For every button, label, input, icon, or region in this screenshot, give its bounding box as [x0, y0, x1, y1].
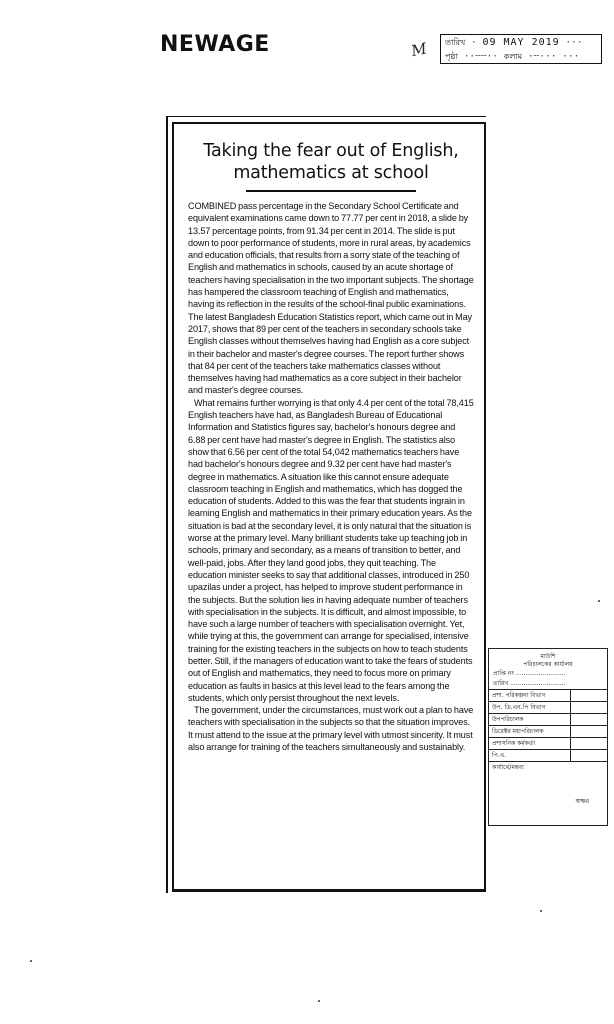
office-receipt-stamp: [488, 648, 608, 826]
stamp-row-label: প্রশাসনিক কর্মকর্তা: [489, 738, 571, 750]
scan-speck: [318, 1000, 320, 1002]
handwritten-initials: M: [409, 39, 429, 61]
stamp-row-check: [571, 702, 608, 714]
stamp-row: [489, 750, 607, 762]
stamp-title-line-1: মাউশি: [540, 653, 556, 660]
scan-speck: [30, 960, 32, 962]
scan-speck: [598, 600, 600, 602]
stamp-row-check: [571, 750, 608, 762]
column-label: কলাম: [503, 52, 523, 61]
stamp-row-label: উপ. ডি.এন.পি বিভাগ: [489, 702, 571, 714]
stamp-row: [489, 702, 607, 714]
stamp-row: [489, 714, 607, 726]
separator: ·: [471, 37, 483, 48]
receipt-no-label: প্রাপ্তি নং: [493, 670, 514, 677]
stamp-row-label: প্রশা. পরিকল্পনা বিভাগ: [489, 690, 571, 702]
stamp-row-label: পি.এ.: [489, 750, 571, 762]
stamp-receipt-date: তারিখ .............................: [493, 680, 566, 687]
dotted-fill: ·╌··· ···: [527, 51, 580, 62]
article-paragraph-3: The government, under the circumstances, must work out a plan to have teachers with specialisation in the subjects so that the situation improves. It must attend to the issue at the primary level with utmost sincerity. It must also arrange for training of the teachers simultaneously and sustainably.: [188, 705, 474, 753]
stamp-title-line-2: পরিচালকের কার্যালয়: [523, 661, 573, 668]
headline-rule: [246, 190, 416, 192]
article-clipping: [172, 122, 486, 892]
page-label: পৃষ্ঠা: [445, 52, 458, 61]
stamp-row-check: [571, 714, 608, 726]
dotted-fill: ··╌╌··: [463, 51, 504, 62]
stamp-row-check: [571, 738, 608, 750]
article-paragraph-1: COMBINED pass percentage in the Secondary School Certificate and equivalent examinations came down to 77.77 per cent in 2018, a slide by 13.57 percentage points, from 91.34 per cent in 2014. The slide is put down to poor performance of students, more in rural areas, by academics and education officials, that results from a sorry state of the teaching of English and mathematics in schools, caused by an acute shortage of teachers having specialisation in the two important subjects. The shortage has hampered the classroom teaching of English and mathematics, having its reflection in the results of the school-final public examinations. The latest Bangladesh Education Statistics report, which came out in May 2017, shows that 89 per cent of the teachers in secondary schools take English classes without themselves having had English as a core subject in their bachelor and master's degree courses. The report further shows that 84 per cent of the teachers take mathematics classes without themselves having had mathematics as a core subject in their bachelor and master's degree courses.: [188, 201, 474, 396]
date-stamp: [440, 34, 602, 64]
date-label: তারিখ: [445, 38, 466, 47]
stamp-receipt-no: প্রাপ্তি নং ..........................: [493, 670, 566, 677]
signature-label: স্বাক্ষর: [575, 798, 589, 805]
date-value: 09 MAY 2019: [482, 37, 560, 48]
stamp-row-label: ডিরেক্টর মহাপরিচালক: [489, 726, 571, 738]
scan-speck: [540, 910, 542, 912]
stamp-row: [489, 726, 607, 738]
headline-line-1: Taking the fear out of English,: [203, 141, 459, 161]
date-stamp-page-row: [445, 50, 597, 64]
stamp-row: [489, 690, 607, 702]
stamp-row-label: উপপরিচালক: [489, 714, 571, 726]
article-paragraph-2: What remains further worrying is that only 4.4 per cent of the total 78,415 English teachers have had, as Bangladesh Bureau of Educational Information and Statistics figures say, bachelor's honours degree and 6.88 per cent have had master's degree in English. The statistics also show that 6.56 per cent of the total 54,042 mathematics teachers have had bachelor's honours degree and 9.32 per cent have had master's degree in mathematics. A situation like this cannot ensure adequate classroom teaching in English and mathematics, which has dogged the education of students. Added to this was the fear that students ingrain in learning English and mathematics in their primary education years. As the situation is bad at the secondary level, it is only natural that the situation is worse at the primary level. Many brilliant students take up teaching job in schools, primary and secondary, as a means of transition to better, and well-paid, jobs. After they land good jobs, they quit teaching. The education minister seeks to say that additional classes, introduced in 250 upazilas under a project, has helped to improve student performance in the subjects. But the solution lies in having adequate number of teachers with specialisation in the subjects. It is difficult, and almost impossible, to have such a large number of teachers with specialisation overnight. Yet, while trying at this, the government can arrange for specialised, intensive training for the existing teachers in the subjects on how to teach students better. Still, if the managers of education want to take the fears of students out of English and mathematics, they need to focus more on primary education as faults in basics at this level lead to the fears among the students, which only persist throughout the next levels.: [188, 397, 474, 703]
stamp-title: [489, 649, 607, 669]
receipt-date-label: তারিখ: [493, 680, 509, 687]
newspaper-masthead: NEWAGE: [160, 32, 270, 57]
headline-line-2: mathematics at school: [233, 163, 429, 183]
article-headline: [188, 140, 474, 184]
stamp-row-check: [571, 726, 608, 738]
stamp-row: [489, 738, 607, 750]
article-body: [188, 200, 474, 753]
stamp-row-check: [571, 690, 608, 702]
stamp-remarks: [489, 761, 607, 808]
stamp-routing-table: [489, 689, 607, 761]
dotted-fill: ···: [565, 37, 583, 48]
date-stamp-date-row: [445, 36, 597, 50]
remarks-label: কার্যার্থে/মন্তব্য: [492, 764, 524, 771]
